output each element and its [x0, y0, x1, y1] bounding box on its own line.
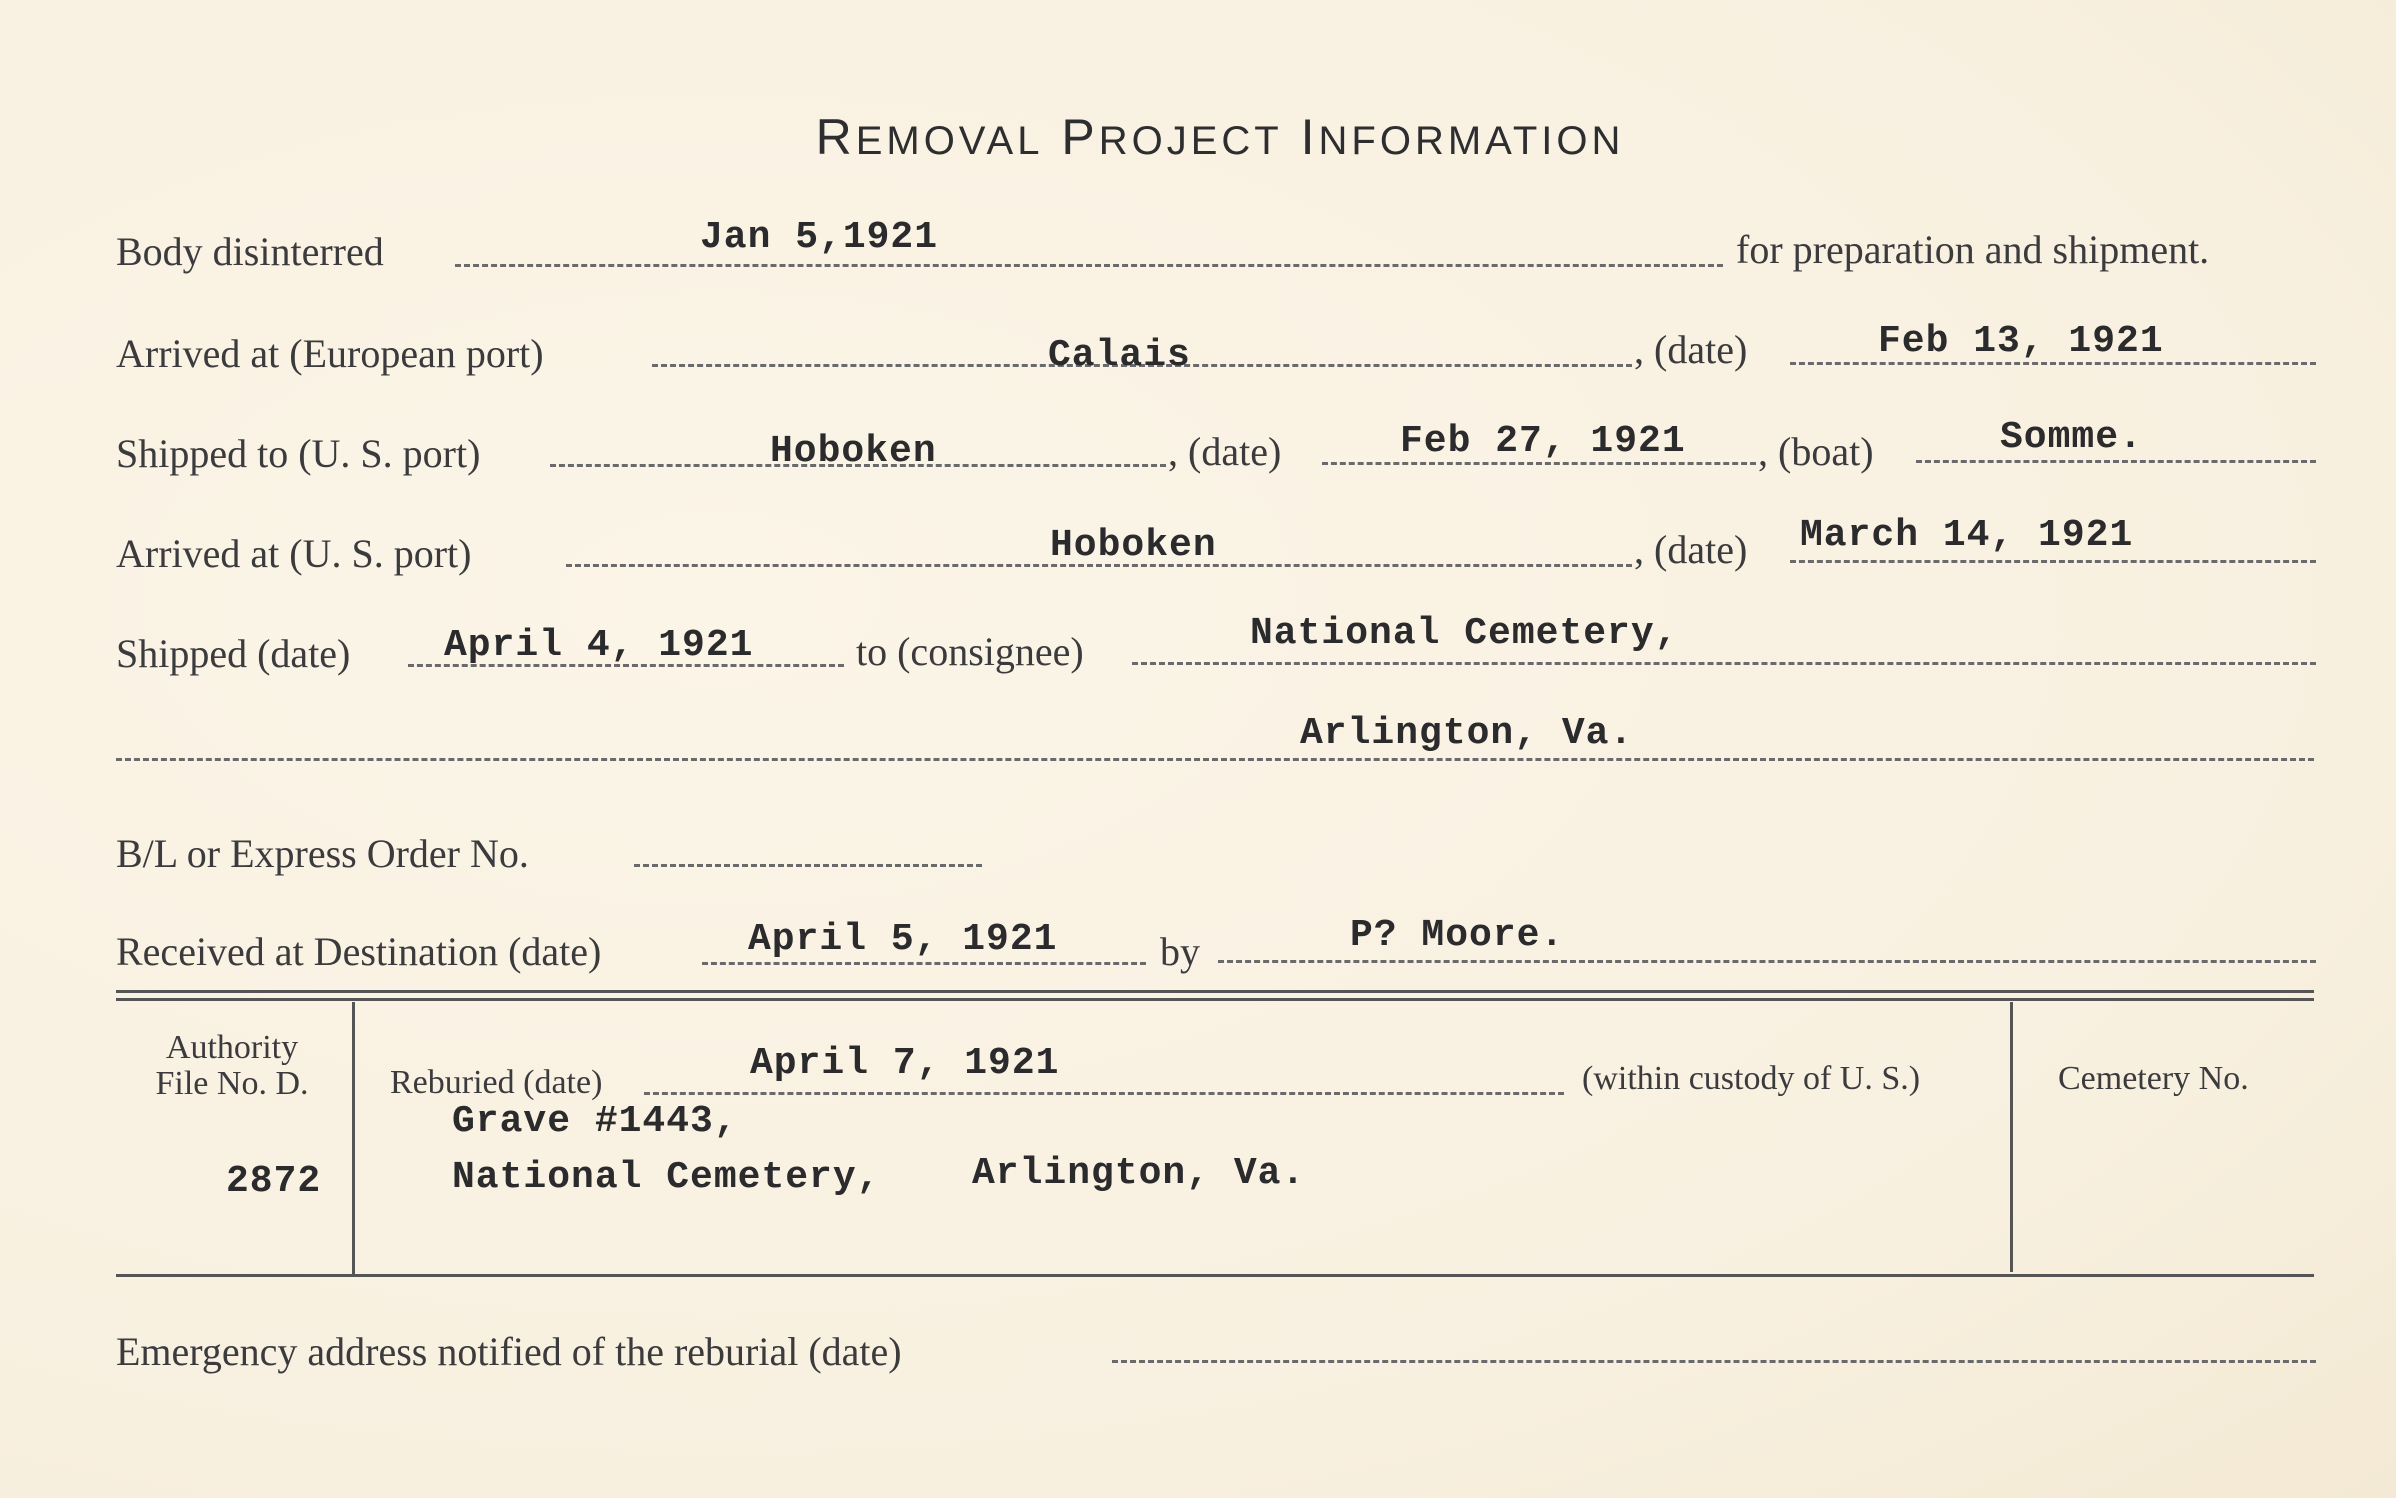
arrived-eu-date: Feb 13, 1921 — [1878, 320, 2164, 363]
arrived-us-label: Arrived at (U. S. port) — [116, 531, 472, 576]
reburied-date-line — [644, 1092, 1564, 1095]
shipped-us-boat-label: , (boat) — [1758, 429, 1874, 474]
cemetery-no-label: Cemetery No. — [2058, 1060, 2249, 1097]
authority-file-no: 2872 — [226, 1160, 322, 1203]
disinterred-field-line — [455, 264, 1723, 267]
box-divider-right — [2010, 1002, 2013, 1272]
disinterred-value: Jan 5,1921 — [700, 216, 939, 259]
shipped-us-boat-line — [1916, 460, 2316, 463]
received-label: Received at Destination (date) — [116, 929, 602, 974]
consignee-line-2 — [116, 758, 2314, 761]
arrived-us-date-line — [1790, 560, 2316, 563]
arrived-eu-port: Calais — [1048, 334, 1191, 377]
authority-label — [116, 1030, 348, 1102]
title-word-1-initial: R — [815, 109, 856, 165]
shipped-us-date-label: , (date) — [1168, 429, 1282, 474]
title-word-2-rest: ROJECT — [1098, 119, 1283, 163]
bl-field-line — [634, 864, 982, 867]
box-top-rule-2 — [116, 998, 2314, 1001]
bl-label: B/L or Express Order No. — [116, 831, 529, 876]
reburied-date: April 7, 1921 — [750, 1042, 1060, 1085]
received-by: P? Moore. — [1350, 914, 1565, 957]
custody-note: (within custody of U. S.) — [1582, 1060, 1921, 1097]
arrived-eu-date-label: , (date) — [1634, 327, 1748, 372]
box-divider-left — [352, 1002, 355, 1276]
shipped-us-label: Shipped to (U. S. port) — [116, 431, 481, 476]
arrived-us-date-label: , (date) — [1634, 527, 1748, 572]
consignee-line-1 — [1132, 662, 2316, 665]
consignee-value-2: Arlington, Va. — [1300, 712, 1634, 755]
card-title — [0, 108, 2396, 166]
received-by-line — [1218, 960, 2316, 963]
shipped-us-boat: Somme. — [2000, 416, 2143, 459]
title-word-2-initial: P — [1061, 109, 1099, 165]
emergency-label: Emergency address notified of the reburial (date) — [116, 1329, 902, 1374]
consignee-value-1: National Cemetery, — [1250, 612, 1679, 655]
emergency-field-line — [1112, 1360, 2316, 1363]
title-word-3-initial: I — [1300, 109, 1319, 165]
received-date-line — [702, 962, 1146, 965]
reburial-location-1: National Cemetery, — [452, 1156, 881, 1199]
box-top-rule-1 — [116, 990, 2314, 993]
received-date: April 5, 1921 — [748, 918, 1058, 961]
received-by-label: by — [1160, 929, 1200, 974]
title-word-3-rest: NFORMATION — [1318, 119, 1625, 163]
shipped-us-port: Hoboken — [770, 430, 937, 473]
shipped-date: April 4, 1921 — [444, 624, 754, 667]
consignee-label: to (consignee) — [856, 629, 1084, 674]
arrived-us-date: March 14, 1921 — [1800, 514, 2134, 557]
grave-line: Grave #1443, — [452, 1100, 738, 1143]
arrived-eu-label: Arrived at (European port) — [116, 331, 544, 376]
authority-label-line-2: File No. D. — [155, 1065, 309, 1102]
shipped-us-date: Feb 27, 1921 — [1400, 420, 1686, 463]
reburied-label: Reburied (date) — [390, 1064, 603, 1101]
arrived-us-port: Hoboken — [1050, 524, 1217, 567]
disinterred-label: Body disinterred — [116, 229, 384, 274]
shipped-date-label: Shipped (date) — [116, 631, 351, 676]
reburial-location-2: Arlington, Va. — [972, 1152, 1306, 1195]
disinterred-suffix: for preparation and shipment. — [1736, 227, 2210, 272]
authority-label-line-1: Authority — [165, 1029, 299, 1066]
title-word-1-rest: EMOVAL — [855, 119, 1044, 163]
box-bottom-rule — [116, 1274, 2314, 1277]
